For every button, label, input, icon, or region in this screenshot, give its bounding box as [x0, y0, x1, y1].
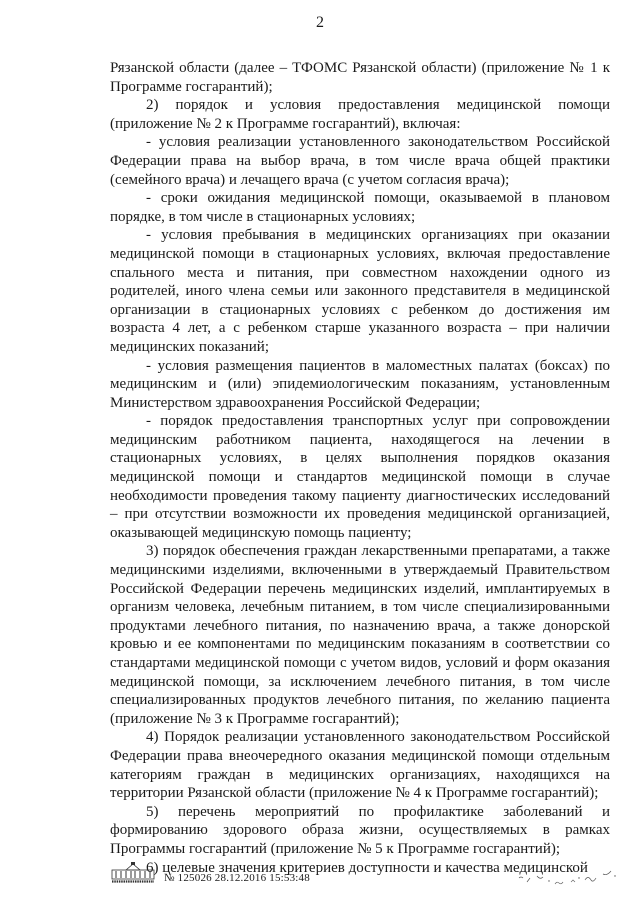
paragraph-3: - условия реализации установленного законодательством Российской Федерации права на выбор врача, в том числе врача общей практики (семейного врача) и лечащего врача (с учетом согласия врача); [110, 134, 610, 188]
paragraph-11: 6) целевые значения критериев доступности и качества медицинской [146, 859, 588, 876]
paragraph-9: 4) Порядок реализации установленного законодательством Российской Федерации права внеочередного оказания медицинской помощи отдельным категориям граждан в медицинских организациях, находящихся на территории Рязанской области (приложение № 4 к Программе госгарантий); [110, 729, 610, 802]
paragraph-10: 5) перечень мероприятий по профилактике заболеваний и формированию здорового образа жизни, осуществляемых в рамках Программы госгарантий (приложение № 5 к Программе госгарантий); [110, 803, 610, 857]
footer [110, 862, 310, 884]
registration-stamp: № 125026 28.12.2016 15:53:48 [164, 872, 310, 884]
government-building-icon [110, 862, 156, 884]
government-logo [110, 862, 156, 884]
paragraph-4: - сроки ожидания медицинской помощи, оказываемой в плановом порядке, в том числе в стационарных условиях; [110, 190, 610, 225]
paragraph-6: - условия размещения пациентов в маломестных палатах (боксах) по медицинским и (или) эпидемиологическим показаниям, установленным Министерством здравоохранения Российской Федерации; [110, 357, 610, 411]
handwritten-signature [515, 864, 625, 890]
page-number: 2 [316, 14, 324, 31]
paragraph-8: 3) порядок обеспечения граждан лекарственными препаратами, а также медицинскими изделиями, включенными в утверждаемый Правительством Российской Федерации перечень медицинских изделий, имплантируемых в организм человека, лечебным питанием, в том числе специализированными продуктами лечебного питания, по назначению врача, а также донорской кровью и ее компонентами по медицинским показаниям в соответствии со стандартами медицинской помощи с учетом видов, условий и форм оказания медицинской помощи, за исключением лечебного питания, в том числе специализированных продуктов лечебного питания, по желанию пациента (приложение № 3 к Программе госгарантий); [110, 543, 610, 727]
paragraph-1: Рязанской области (далее – ТФОМС Рязанской области) (приложение № 1 к Программе госгарантий); [110, 60, 610, 95]
paragraph-2: 2) порядок и условия предоставления медицинской помощи (приложение № 2 к Программе госгарантий), включая: [110, 97, 610, 132]
document-body [110, 59, 610, 877]
paragraph-5: - условия пребывания в медицинских организациях при оказании медицинской помощи в стационарных условиях, включая предоставление спального места и питания, при совместном нахождении одного из родителей, иного члена семьи или законного представителя в медицинской организации в стационарных условиях с ребенком до достижения им возраста 4 лет, а с ребенком старше указанного возраста – при наличии медицинских показаний; [110, 227, 610, 355]
paragraph-7: - порядок предоставления транспортных услуг при сопровождении медицинским работником пациента, находящегося на лечении в стационарных условиях, в целях выполнения порядков оказания медицинской помощи и стандартов медицинской помощи в случае необходимости проведения такому пациенту диагностических исследований – при отсутствии возможности их проведения медицинской организацией, оказывающей медицинскую помощь пациенту; [110, 413, 610, 541]
